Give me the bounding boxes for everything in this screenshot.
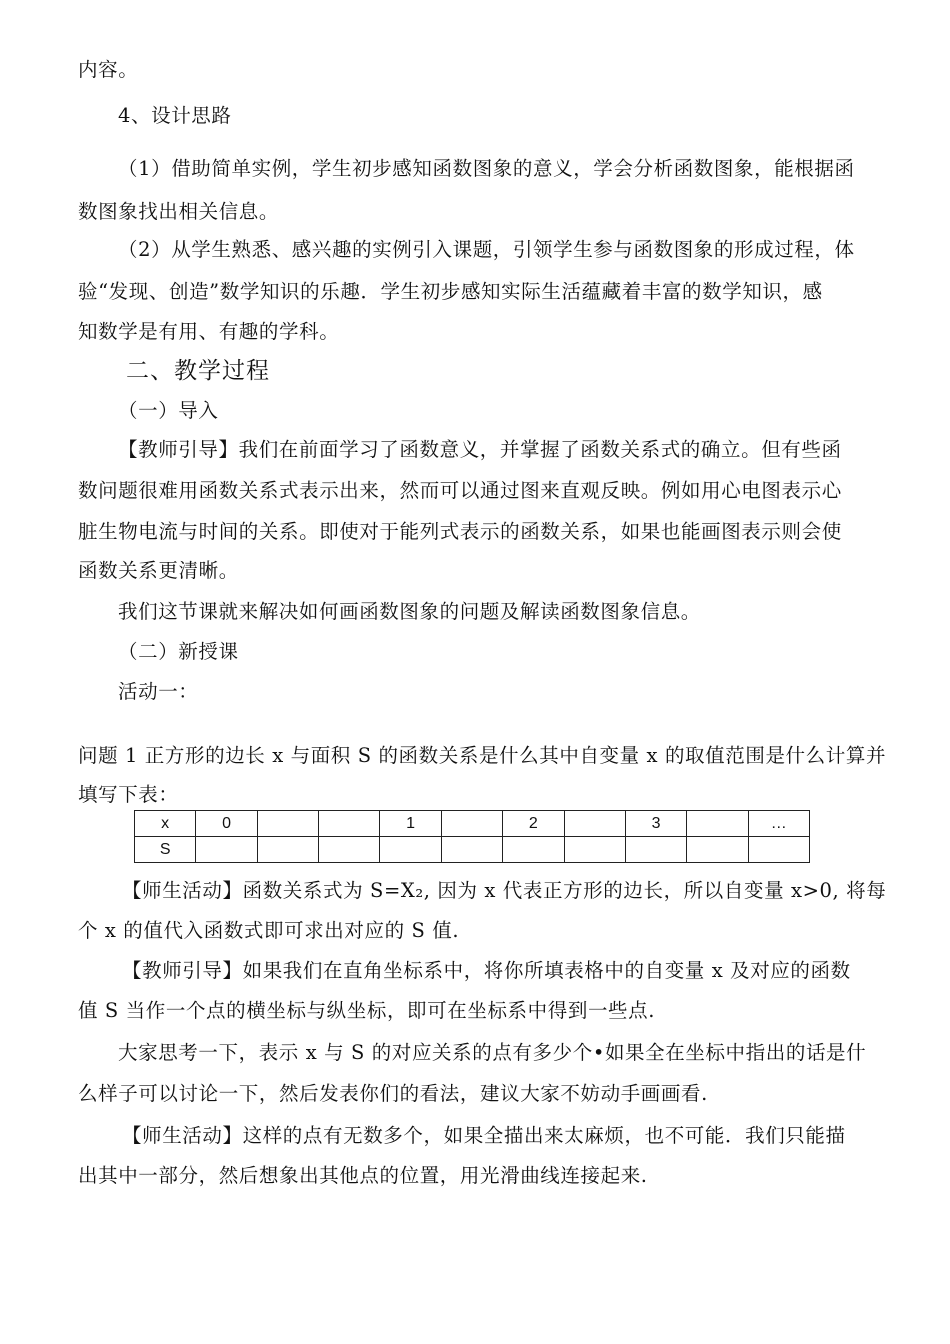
- table-cell: [441, 811, 502, 837]
- teacher-guide-line2: 数问题很难用函数关系式表示出来，然而可以通过图来直观反映。例如用心电图表示心: [78, 479, 842, 502]
- section-heading-design: 4、设计思路: [118, 104, 232, 127]
- table-cell: 2: [503, 811, 564, 837]
- value-table: [134, 810, 810, 863]
- table-cell: 3: [625, 811, 686, 837]
- table-cell: [687, 837, 748, 863]
- table-cell: [748, 837, 809, 863]
- table-cell: [503, 837, 564, 863]
- table-cell: …: [748, 811, 809, 837]
- design-point-1-line1: （1）借助简单实例，学生初步感知函数图象的意义，学会分析函数图象，能根据函: [118, 157, 855, 180]
- table-cell: [625, 837, 686, 863]
- teacher-guide-2-line1: 【教师引导】如果我们在直角坐标系中，将你所填表格中的自变量 x 及对应的函数: [122, 959, 851, 982]
- table-cell: [257, 811, 318, 837]
- discussion-line2: 么样子可以讨论一下，然后发表你们的看法，建议大家不妨动手画画看.: [78, 1082, 708, 1105]
- table-row: [135, 837, 810, 863]
- teacher-student-activity-1-line2: 个 x 的值代入函数式即可求出对应的 S 值.: [78, 919, 460, 942]
- design-point-1-line2: 数图象找出相关信息。: [78, 200, 280, 223]
- table-cell: [319, 837, 380, 863]
- teacher-guide-line1: 【教师引导】我们在前面学习了函数意义，并掌握了函数关系式的确立。但有些函: [118, 438, 842, 461]
- teacher-student-activity-2-line1: 【师生活动】这样的点有无数多个，如果全描出来太麻烦，也不可能．我们只能描: [122, 1124, 846, 1147]
- table-cell: [687, 811, 748, 837]
- table-cell: [319, 811, 380, 837]
- table-cell: [380, 837, 441, 863]
- table-cell: [564, 837, 625, 863]
- subheading-intro: （一）导入: [118, 399, 219, 422]
- subheading-new-lesson: （二）新授课: [118, 640, 239, 663]
- discussion-line1: 大家思考一下，表示 x 与 S 的对应关系的点有多少个•如果全在坐标中指出的话是什: [118, 1041, 867, 1064]
- design-point-2-line2: 验“发现、创造”数学知识的乐趣．学生初步感知实际生活蕴藏着丰富的数学知识，感: [78, 280, 823, 303]
- design-point-2-line1: （2）从学生熟悉、感兴趣的实例引入课题，引领学生参与函数图象的形成过程，体: [118, 238, 855, 261]
- table-cell: S: [135, 837, 196, 863]
- table-cell: 0: [196, 811, 257, 837]
- teacher-student-activity-2-line2: 出其中一部分，然后想象出其他点的位置，用光滑曲线连接起来.: [78, 1164, 648, 1187]
- table-cell: [441, 837, 502, 863]
- question-1-line2: 填写下表：: [78, 783, 179, 806]
- teacher-guide-2-line2: 值 S 当作一个点的横坐标与纵坐标，即可在坐标系中得到一些点.: [78, 999, 656, 1022]
- table-cell: x: [135, 811, 196, 837]
- activity-one-label: 活动一：: [118, 680, 199, 703]
- paragraph-continuation: 内容。: [78, 58, 139, 81]
- question-1-line1: 问题 1 正方形的边长 x 与面积 S 的函数关系是什么其中自变量 x 的取值范围是什么计算并: [78, 744, 887, 767]
- design-point-2-line3: 知数学是有用、有趣的学科。: [78, 320, 340, 343]
- table-cell: [564, 811, 625, 837]
- table-cell: [196, 837, 257, 863]
- table-row: [135, 811, 810, 837]
- table-cell: [257, 837, 318, 863]
- section-heading-process: 二、教学过程: [126, 358, 270, 384]
- table-cell: 1: [380, 811, 441, 837]
- teacher-guide-line3: 脏生物电流与时间的关系。即使对于能列式表示的函数关系，如果也能画图表示则会使: [78, 520, 842, 543]
- teacher-student-activity-1-line1: 【师生活动】函数关系式为 S=X₂, 因为 x 代表正方形的边长，所以自变量 x>0, 将每: [122, 879, 887, 902]
- teacher-guide-line4: 函数关系更清晰。: [78, 559, 239, 582]
- lesson-goal: 我们这节课就来解决如何画函数图象的问题及解读函数图象信息。: [118, 600, 701, 623]
